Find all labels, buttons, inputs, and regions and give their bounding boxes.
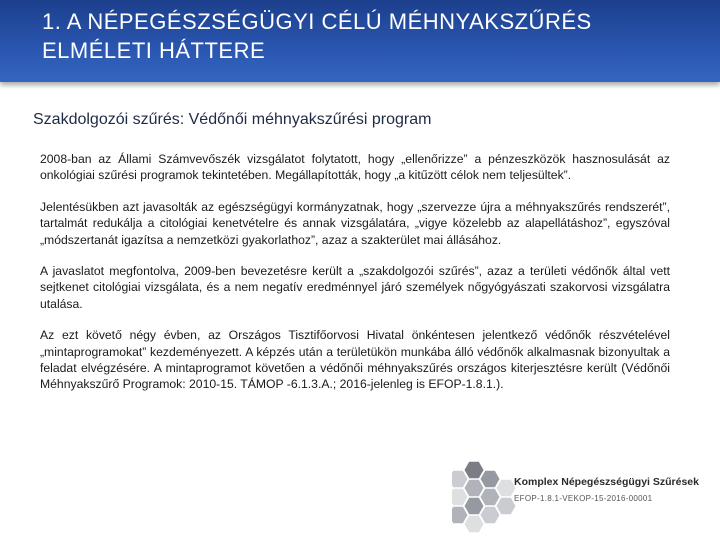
logo-hexagon (452, 489, 468, 505)
logo-hexagon (465, 480, 484, 496)
slide-body (40, 151, 670, 408)
logo-hexagon (481, 471, 500, 487)
logo-hexagon (481, 489, 500, 505)
title-bar (0, 0, 720, 82)
paragraph-4: Az ezt követő négy évben, az Országos Tisztifőorvosi Hivatal önkéntesen jelentkező védőnők részvételével „mintaprogramokat” kezdeményezett. A képzés után a területükön munkába álló védőnők alkalmasnak bizonyultak a feladat elvégzésére. A mintaprogramot követően a védőnői méhnyakszűrés országos kiterjesztésre került (Védőnői Méhnyakszűrő Programok: 2010-15. TÁMOP -6.1.3.A.; 2016-jelenleg is EFOP-1.8.1.). (40, 328, 670, 392)
logo-hexagon (481, 507, 500, 523)
logo-hexagon (465, 516, 484, 532)
logo-hexagon (465, 462, 484, 478)
paragraph-1: 2008-ban az Állami Számvevőszék vizsgálatot folytatott, hogy „ellenőrizze” a pénzeszközök hasznosulását az onkológiai szűrési programok tekintetében. Megállapították, hogy „a kitűzött célok nem teljesültek”. (40, 152, 670, 183)
logo-hexagon (497, 480, 516, 496)
program-logo (452, 452, 720, 540)
slide-title: 1. A NÉPEGÉSZSÉGÜGYI CÉLÚ MÉHNYAKSZŰRÉS ELMÉLETI HÁTTERE (42, 9, 592, 63)
slide-subtitle: Szakdolgozói szűrés: Védőnői méhnyakszűrési program (33, 111, 432, 128)
logo-code: EFOP-1.8.1-VEKOP-15-2016-00001 (514, 494, 653, 503)
logo-name: Komplex Népegészségügyi Szűrések (514, 476, 699, 488)
logo-hexagon (497, 498, 516, 514)
logo-hexagon (465, 498, 484, 514)
paragraph-3: A javaslatot megfontolva, 2009-ben bevezetésre került a „szakdolgozói szűrés”, azaz a területi védőnők által vett sejtkenet citológiai vizsgálata, és a nem negatív eredménnyel járó személyek nőgyógyászati szakorvosi vizsgálatra utalása. (40, 264, 670, 311)
logo-hexagon (452, 471, 468, 487)
paragraph-2: Jelentésükben azt javasolták az egészségügyi kormányzatnak, hogy „szervezze újra a méhnyakszűrés rendszerét”, tartalmát redukálja a citológiai kenetvételre és annak vizsgálatára, „vigye közelebb az alapellátáshoz”, egyszóval „módszertanát igazítsa a nemzetközi gyakorlathoz”, azaz a szakterület mai állásához. (40, 199, 670, 247)
logo-hexagon (452, 507, 468, 523)
